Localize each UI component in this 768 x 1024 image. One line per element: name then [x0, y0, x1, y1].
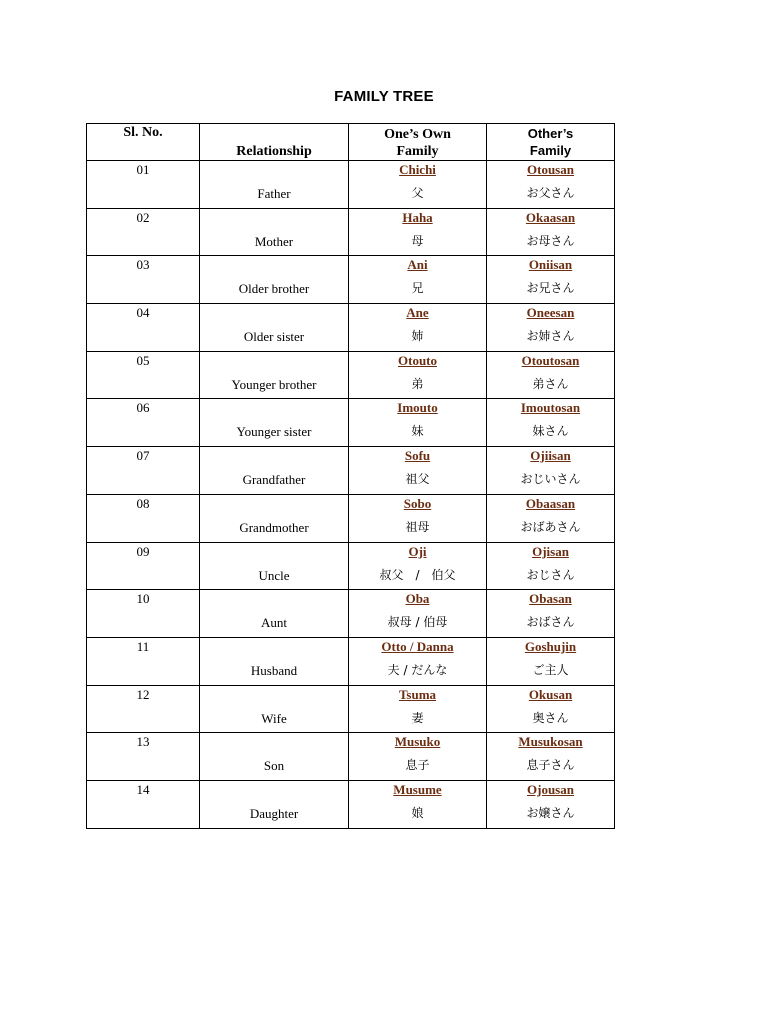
other-family-cell — [487, 590, 615, 637]
relationship: Aunt — [261, 615, 287, 631]
table-row — [87, 161, 615, 209]
other-romaji: Ojousan — [527, 781, 574, 797]
table-row — [87, 495, 615, 543]
relationship-cell — [200, 781, 349, 828]
table-row — [87, 638, 615, 686]
relationship-cell — [200, 543, 349, 590]
own-kanji: 夫 / だんな — [387, 662, 448, 677]
own-kanji: 姉 — [411, 329, 424, 344]
other-kanji: 奥さん — [532, 710, 569, 725]
other-family-cell — [487, 304, 615, 351]
sl-no-cell — [87, 638, 200, 685]
other-kanji: お嬢さん — [526, 805, 575, 820]
own-kanji: 祖父 — [405, 472, 430, 487]
own-family-cell — [349, 590, 487, 637]
other-kanji: おばさん — [526, 615, 575, 630]
relationship-cell — [200, 733, 349, 780]
sl-no: 03 — [136, 257, 150, 273]
own-family-cell — [349, 447, 487, 494]
sl-no-cell — [87, 781, 200, 828]
own-family-cell — [349, 495, 487, 542]
relationship: Younger sister — [236, 424, 312, 440]
sl-no: 05 — [136, 352, 150, 368]
own-kanji: 息子 — [405, 758, 430, 773]
own-romaji: Ani — [407, 257, 428, 273]
sl-no: 10 — [136, 591, 150, 607]
own-romaji: Musume — [393, 781, 442, 797]
relationship: Grandmother — [239, 519, 309, 535]
other-kanji: お母さん — [526, 233, 575, 248]
own-kanji: 妹 — [411, 424, 424, 439]
sl-no: 06 — [136, 400, 150, 416]
table-row — [87, 781, 615, 829]
sl-no-cell — [87, 733, 200, 780]
header-other-line1: Other’s — [527, 126, 574, 141]
other-romaji: Musukosan — [518, 734, 583, 750]
sl-no-cell — [87, 543, 200, 590]
relationship-cell — [200, 590, 349, 637]
relationship: Older brother — [238, 281, 310, 297]
relationship: Older sister — [243, 329, 305, 345]
own-family-cell — [349, 543, 487, 590]
own-romaji: Musuko — [394, 734, 441, 750]
sl-no: 04 — [136, 305, 150, 321]
header-sl-no: Sl. No. — [87, 124, 200, 160]
sl-no-cell — [87, 161, 200, 208]
relationship: Mother — [254, 233, 294, 249]
own-kanji: 祖母 — [405, 519, 430, 534]
other-kanji: 息子さん — [526, 758, 575, 773]
relationship: Daughter — [249, 805, 299, 821]
relationship: Uncle — [258, 567, 290, 583]
sl-no: 08 — [136, 495, 150, 511]
other-kanji: 妹さん — [532, 424, 569, 439]
table-row — [87, 686, 615, 734]
own-romaji: Otto / Danna — [381, 638, 454, 654]
other-romaji: Otousan — [527, 162, 574, 177]
relationship-cell — [200, 495, 349, 542]
relationship-cell — [200, 304, 349, 351]
own-romaji: Sofu — [404, 448, 431, 464]
own-kanji: 弟 — [411, 376, 424, 391]
relationship-cell — [200, 161, 349, 208]
own-family-cell — [349, 733, 487, 780]
other-romaji: Otoutosan — [521, 352, 580, 368]
own-romaji: Otouto — [398, 352, 437, 368]
other-kanji: 弟さん — [532, 376, 569, 391]
relationship: Father — [257, 186, 291, 201]
other-family-cell — [487, 686, 615, 733]
relationship-cell — [200, 256, 349, 303]
sl-no: 09 — [136, 543, 150, 559]
sl-no: 14 — [136, 781, 150, 797]
table-row — [87, 399, 615, 447]
table-body — [87, 161, 615, 829]
relationship: Grandfather — [242, 472, 306, 488]
header-relationship-label: Relationship — [236, 144, 312, 159]
sl-no: 13 — [136, 734, 150, 750]
page-title: FAMILY TREE — [334, 88, 434, 105]
other-kanji: お父さん — [526, 186, 575, 200]
other-romaji: Obasan — [529, 591, 572, 607]
other-family-cell — [487, 638, 615, 685]
sl-no-cell — [87, 304, 200, 351]
own-kanji: 娘 — [411, 805, 424, 820]
own-family-cell — [349, 352, 487, 399]
other-family-cell — [487, 161, 615, 208]
other-family-cell — [487, 733, 615, 780]
other-kanji: お兄さん — [526, 281, 575, 296]
sl-no-cell — [87, 686, 200, 733]
other-kanji: お姉さん — [526, 329, 575, 344]
table-row — [87, 447, 615, 495]
own-romaji: Haha — [402, 209, 433, 225]
header-relationship — [200, 124, 349, 160]
other-family-cell — [487, 399, 615, 446]
other-family-cell — [487, 256, 615, 303]
sl-no-cell — [87, 495, 200, 542]
own-family-cell — [349, 638, 487, 685]
other-family-cell — [487, 447, 615, 494]
sl-no-cell — [87, 256, 200, 303]
header-other-family — [487, 124, 615, 160]
own-kanji: 叔父 / 伯父 — [379, 567, 456, 582]
relationship: Wife — [261, 710, 287, 726]
relationship-cell — [200, 399, 349, 446]
other-family-cell — [487, 209, 615, 256]
other-kanji: ご主人 — [532, 662, 569, 677]
relationship: Son — [263, 758, 285, 774]
sl-no-cell — [87, 590, 200, 637]
own-romaji: Imouto — [397, 400, 438, 416]
own-romaji: Tsuma — [398, 686, 437, 702]
own-romaji: Chichi — [399, 162, 436, 177]
own-romaji: Oji — [408, 543, 427, 559]
other-kanji: おばあさん — [520, 519, 581, 534]
other-kanji: おじさん — [526, 567, 575, 582]
relationship-cell — [200, 638, 349, 685]
other-family-cell — [487, 495, 615, 542]
sl-no: 02 — [136, 209, 150, 225]
relationship: Younger brother — [231, 376, 317, 392]
own-kanji: 父 — [411, 186, 424, 200]
other-romaji: Obaasan — [525, 495, 576, 511]
other-romaji: Goshujin — [524, 638, 577, 654]
own-family-cell — [349, 781, 487, 828]
sl-no-cell — [87, 399, 200, 446]
own-kanji: 妻 — [411, 710, 424, 725]
sl-no-cell — [87, 352, 200, 399]
family-tree-table — [86, 123, 615, 829]
own-kanji: 母 — [411, 233, 424, 248]
other-romaji: Ojiisan — [530, 448, 571, 464]
own-romaji: Sobo — [403, 495, 432, 511]
sl-no: 12 — [136, 686, 150, 702]
header-own-line2: Family — [396, 144, 439, 159]
own-family-cell — [349, 161, 487, 208]
table-row — [87, 304, 615, 352]
other-romaji: Ojisan — [532, 543, 569, 559]
relationship-cell — [200, 447, 349, 494]
other-family-cell — [487, 781, 615, 828]
table-row — [87, 256, 615, 304]
header-own-family — [349, 124, 487, 160]
other-family-cell — [487, 543, 615, 590]
own-family-cell — [349, 256, 487, 303]
own-romaji: Ane — [406, 305, 429, 321]
relationship-cell — [200, 686, 349, 733]
table-row — [87, 543, 615, 591]
table-header-row — [87, 124, 615, 161]
other-family-cell — [487, 352, 615, 399]
own-romaji: Oba — [405, 591, 430, 607]
own-family-cell — [349, 399, 487, 446]
own-family-cell — [349, 209, 487, 256]
other-romaji: Oneesan — [526, 305, 575, 321]
relationship-cell — [200, 352, 349, 399]
other-romaji: Okusan — [528, 686, 573, 702]
sl-no-cell — [87, 447, 200, 494]
other-romaji: Imoutosan — [520, 400, 581, 416]
other-romaji: Oniisan — [528, 257, 573, 273]
sl-no: 07 — [136, 448, 150, 464]
other-romaji: Okaasan — [525, 209, 576, 225]
table-row — [87, 352, 615, 400]
other-kanji: おじいさん — [520, 472, 581, 487]
header-other-line2: Family — [529, 143, 572, 158]
own-kanji: 兄 — [411, 281, 424, 296]
sl-no: 11 — [136, 638, 150, 654]
table-row — [87, 590, 615, 638]
own-family-cell — [349, 304, 487, 351]
own-family-cell — [349, 686, 487, 733]
sl-no-cell — [87, 209, 200, 256]
relationship-cell — [200, 209, 349, 256]
sl-no: 01 — [136, 162, 150, 177]
relationship: Husband — [250, 662, 298, 678]
header-own-line1: One’s Own — [384, 127, 451, 142]
own-kanji: 叔母 / 伯母 — [387, 615, 448, 630]
table-row — [87, 733, 615, 781]
table-row — [87, 209, 615, 257]
